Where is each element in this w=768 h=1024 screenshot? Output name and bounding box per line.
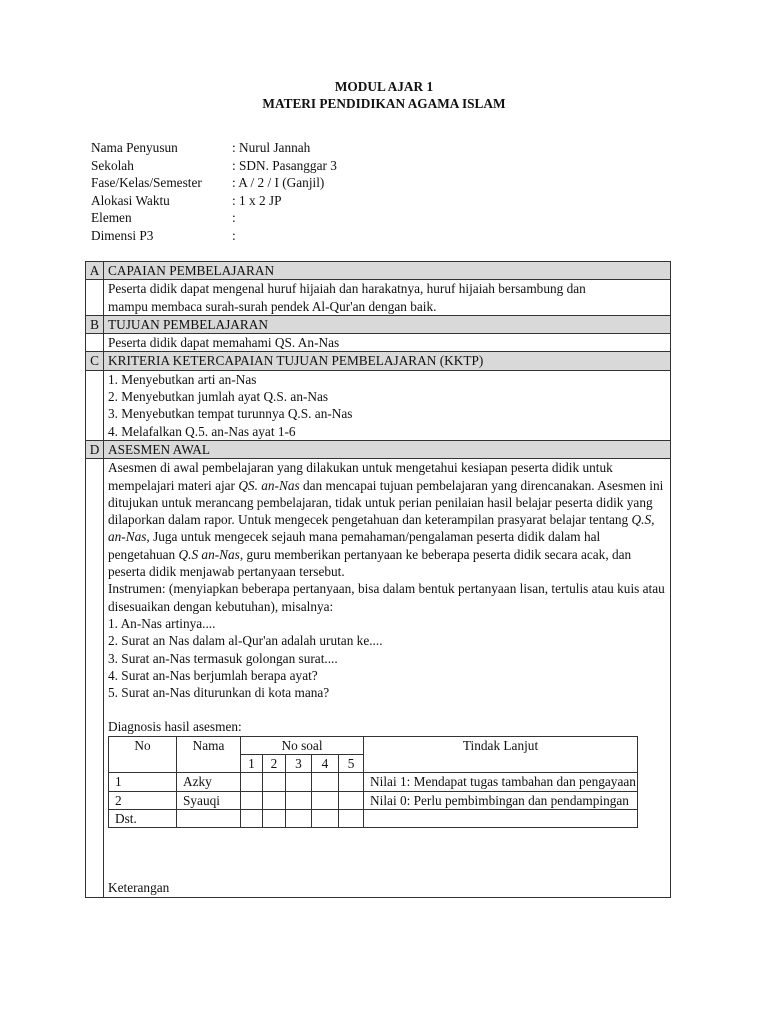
list-item: 4. Melafalkan Q.5. an-Nas ayat 1-6 (108, 423, 296, 439)
cell-no: 2 (109, 791, 177, 809)
section-heading: ASESMEN AWAL (104, 440, 671, 458)
section-content (104, 459, 671, 897)
document-title: MODUL AJAR 1 (334, 79, 434, 94)
section-b-header (86, 315, 671, 333)
soal-number: 3 (286, 755, 312, 773)
section-content (104, 370, 671, 440)
info-row-alokasi (91, 192, 337, 210)
section-letter: A (86, 262, 104, 280)
info-value: : A / 2 / I (Ganjil) (232, 175, 325, 190)
info-row-penyusun (91, 139, 337, 157)
info-value: : (232, 210, 236, 225)
section-a-body (86, 280, 671, 316)
cell-tindak (364, 809, 638, 827)
question-item: 4. Surat an-Nas berjumlah berapa ayat? (108, 667, 318, 683)
section-letter: D (86, 440, 104, 458)
module-table (85, 261, 671, 898)
col-no-header: No (109, 736, 177, 773)
document-subtitle: MATERI PENDIDIKAN AGAMA ISLAM (262, 96, 506, 111)
text-line: Peserta didik dapat mengenal huruf hijaiah dan harakatnya, huruf hijaiah bersambung dan (108, 281, 586, 297)
diagnosis-table (108, 736, 638, 828)
list-item: 3. Menyebutkan tempat turunnya Q.S. an-Nas (108, 406, 353, 422)
section-heading: CAPAIAN PEMBELAJARAN (104, 262, 671, 280)
info-value: : 1 x 2 JP (232, 192, 282, 208)
instrumen-paragraph: Instrumen: (menyiapkan beberapa pertanyaan, bisa dalam bentuk pertanyaan lisan, tertulis atau kuis atau disesuaikan dengan kebutuhan), misalnya: (108, 581, 665, 614)
list-item: 1. Menyebutkan arti an-Nas (108, 371, 257, 387)
info-label: Dimensi P3 (91, 227, 154, 243)
section-content (104, 280, 671, 316)
section-heading: TUJUAN PEMBELAJARAN (104, 315, 671, 333)
keterangan-label: Keterangan (108, 880, 170, 896)
cell-nama (177, 809, 241, 827)
info-row-elemen (91, 209, 337, 227)
question-item: 5. Surat an-Nas diturunkan di kota mana? (108, 685, 330, 701)
info-value: : SDN. Pasanggar 3 (232, 157, 337, 173)
diag-header-row (109, 736, 638, 754)
table-row (109, 809, 638, 827)
question-item: 3. Surat an-Nas termasuk golongan surat.... (108, 650, 338, 666)
col-nama-header: Nama (177, 736, 241, 773)
info-value: : Nurul Jannah (232, 140, 311, 155)
col-nosoal-header: No soal (241, 736, 364, 754)
info-label: Nama Penyusun (91, 140, 178, 155)
cell-no: 1 (109, 773, 177, 791)
question-item: 1. An-Nas artinya.... (108, 615, 216, 631)
soal-number: 1 (241, 755, 263, 773)
soal-number: 2 (263, 755, 286, 773)
col-tindak-header: Tindak Lanjut (364, 736, 638, 773)
info-row-fase (91, 174, 337, 192)
section-content (104, 334, 671, 352)
section-c-header (86, 352, 671, 370)
text-line: Peserta didik dapat memahami QS. An-Nas (108, 335, 340, 351)
cell-nama: Syauqi (177, 791, 241, 809)
identity-block (91, 139, 337, 244)
list-item: 2. Menyebutkan jumlah ayat Q.S. an-Nas (108, 389, 329, 405)
section-d-header (86, 440, 671, 458)
soal-number: 5 (339, 755, 364, 773)
section-c-body (86, 370, 671, 440)
diagnosis-title: Diagnosis hasil asesmen: (108, 719, 242, 735)
section-b-body (86, 334, 671, 352)
table-row (109, 791, 638, 809)
text-line: mampu membaca surah-surah pendek Al-Qur'an dengan baik. (108, 298, 437, 314)
section-letter: C (86, 352, 104, 370)
info-label: Alokasi Waktu (91, 192, 170, 208)
info-row-sekolah (91, 157, 337, 175)
question-item: 2. Surat an Nas dalam al-Qur'an adalah urutan ke.... (108, 633, 383, 649)
table-row (109, 773, 638, 791)
section-letter: B (86, 315, 104, 333)
section-heading: KRITERIA KETERCAPAIAN TUJUAN PEMBELAJARAN (KKTP) (104, 352, 671, 370)
cell-tindak: Nilai 1: Mendapat tugas tambahan dan pengayaan (364, 773, 638, 791)
info-row-dimensi (91, 227, 337, 245)
section-a-header (86, 262, 671, 280)
cell-nama: Azky (177, 773, 241, 791)
info-value: : (232, 227, 236, 243)
info-label: Sekolah (91, 157, 134, 173)
section-d-body (86, 459, 671, 897)
info-label: Fase/Kelas/Semester (91, 175, 202, 190)
asesmen-paragraph: Asesmen di awal pembelajaran yang dilakukan untuk mengetahui kesiapan peserta didik untuk mempelajari materi ajar QS. an-Nas dan mencapai tujuan pembelajaran yang direncanakan. Asesmen ini ditujukan untuk merancang pembelajaran, tidak untuk perian penilaian hasil belajar peserta didik yang dilaporkan dalam rapor. Untuk mengecek pengetahuan dan keterampilan prasyarat belajar tentang Q.S, an-Nas, Juga untuk mengecek sejauh mana pemahaman/pengalaman peserta didik dalam hal pengetahuan Q.S an-Nas, guru memberikan pertanyaan ke beberapa peserta didik secara acak, dan peserta didik menjawab pertanyaan tersebut. (108, 460, 664, 580)
info-label: Elemen (91, 210, 132, 225)
cell-no: Dst. (109, 809, 177, 827)
soal-number: 4 (312, 755, 339, 773)
cell-tindak: Nilai 0: Perlu pembimbingan dan pendampingan (364, 791, 638, 809)
